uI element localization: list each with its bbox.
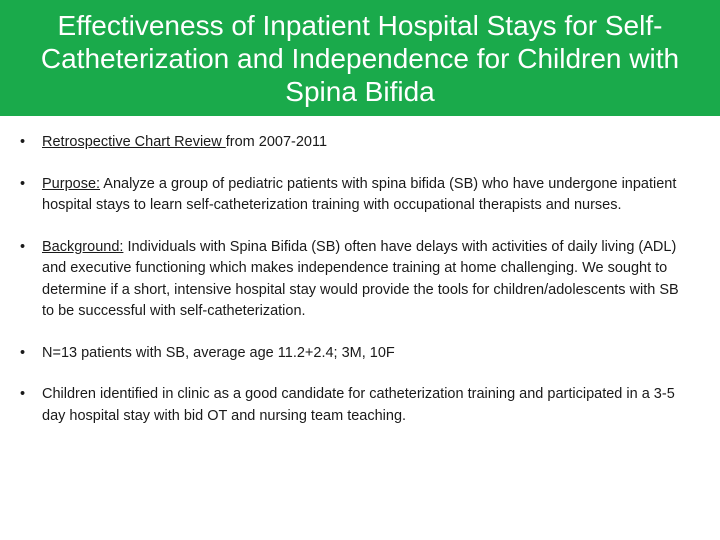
bullet-selection <box>0 384 720 427</box>
bullet-dot: • <box>20 344 26 361</box>
bullet-label: Background: <box>42 238 124 255</box>
bullet-background <box>0 237 720 323</box>
bullet-text: N=13 patients with SB, average age 11.2+2.4; 3M, 10F <box>42 344 395 361</box>
bullet-text: Individuals with Spina Bifida (SB) often have delays with activities of daily living (ADL) and executive functioning which makes independence training at home challenging. We sought to determine if a short, intensive hospital stay would provide the tools for children/adolescents with SB to be successful with self-catheterization. <box>42 238 679 319</box>
bullet-dot: • <box>20 238 26 255</box>
bullet-label: Purpose: <box>42 175 101 192</box>
bullet-dot: • <box>20 134 26 150</box>
bullet-dot: • <box>20 386 26 402</box>
bullet-text: Analyze a group of pediatric patients with spina bifida (SB) who have undergone inpatient hospital stays to learn self-catheterization training with occupational therapists and nurses. <box>42 175 677 213</box>
bullet-list <box>0 132 720 447</box>
bullet-chart-review <box>0 132 720 154</box>
title-bar <box>0 0 720 116</box>
bullet-text: Children identified in clinic as a good candidate for catheterization training and participated in a 3-5 day hospital stay with bid OT and nursing team teaching. <box>42 386 675 424</box>
bullet-text: from 2007-2011 <box>225 134 328 150</box>
bullet-dot: • <box>20 175 26 192</box>
bullet-label: Retrospective Chart Review <box>42 134 226 150</box>
bullet-patients <box>0 343 720 365</box>
bullet-purpose <box>0 174 720 217</box>
slide-title: Effectiveness of Inpatient Hospital Stays for Self-Catheterization and Independence for Children with Spina Bifida <box>40 9 680 107</box>
